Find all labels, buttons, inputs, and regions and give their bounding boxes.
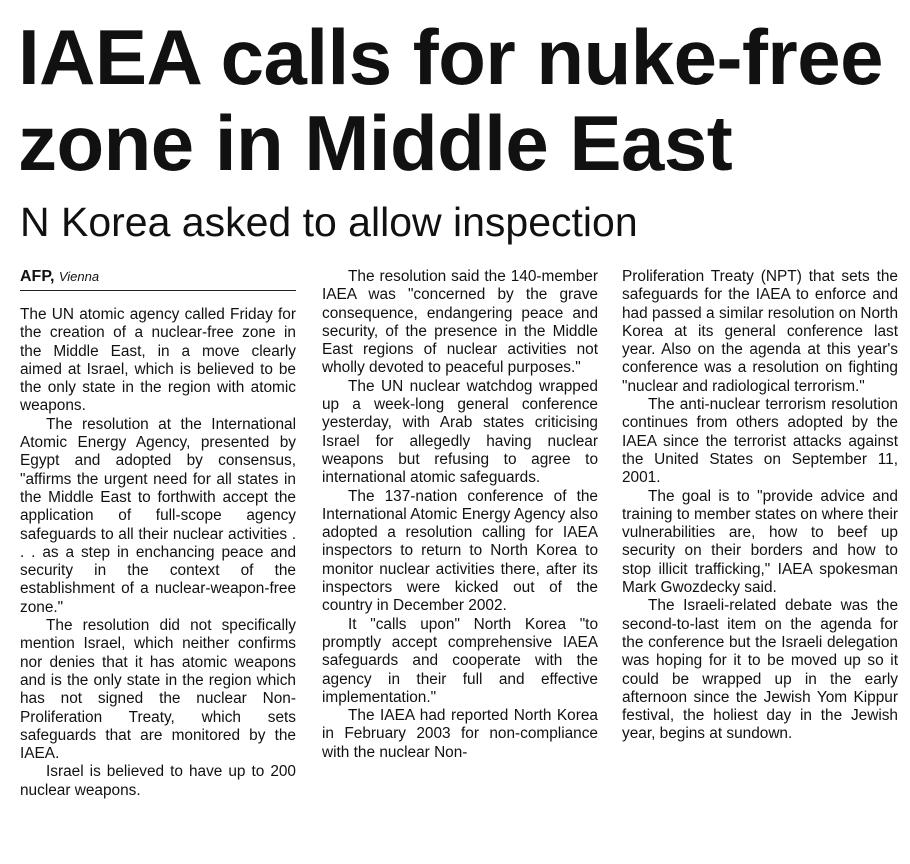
paragraph: The 137-nation conference of the International Atomic Energy Agency also adopted a resolution calling for IAEA inspectors to return to North Korea to monitor nuclear activities there, after its inspectors were kicked out of the country in December 2002. [322,487,598,615]
paragraph: The resolution said the 140-member IAEA was "concerned by the grave consequence, endangering peace and security, of the presence in the Middle East regions of nuclear activities not wholly devoted to peaceful purposes." [322,268,598,377]
paragraph: The IAEA had reported North Korea in February 2003 for non-compliance with the nuclear Non- [322,707,598,761]
subheadline: N Korea asked to allow inspection [20,199,638,245]
paragraph: The Israeli-related debate was the second-to-last item on the agenda for the conference but the Israeli delegation was hoping for it to be moved up so it could be wrapped up in the early afternoon since the Jewish Yom Kippur festival, the holiest day in the Jewish year, begins at sundown. [622,597,898,743]
paragraph: The resolution did not specifically mention Israel, which neither confirms nor denies that it has atomic weapons and is the only state in the region which has not signed the nuclear Non-Proliferation Treaty, which sets safeguards that are monitored by the IAEA. [20,617,296,763]
byline-agency: AFP, [20,268,55,285]
paragraph: The resolution at the International Atomic Energy Agency, presented by Egypt and adopted by consensus, "affirms the urgent need for all states in the Middle East to forthwith accept the application of full-scope agency safeguards to all their nuclear activities . . . as a step in enchancing peace and security in the context of the establishment of a nuclear-weapon-free zone." [20,415,296,616]
paragraph: Proliferation Treaty (NPT) that sets the safeguards for the IAEA to enforce and had passed a similar resolution on North Korea at its general conference last year. Also on the agenda at this year's conference was a resolution on fighting "nuclear and radiological terrorism." [622,268,898,395]
byline-place: Vienna [58,269,100,284]
paragraph: The anti-nuclear terrorism resolution continues from others adopted by the IAEA since the terrorist attacks against the United States on September 11, 2001. [622,396,898,487]
paragraph: The UN atomic agency called Friday for the creation of a nuclear-free zone in the Middle East, in a move clearly aimed at Israel, which is believed to be the only state in the region with atomic weapons. [20,306,296,415]
paragraph: It "calls upon" North Korea "to promptly accept comprehensive IAEA safeguards and cooperate with the agency in their full and effective implementation." [322,615,598,706]
paragraph: The goal is to "provide advice and training to member states on where their vulnerabilities are, how to beef up security on their borders and how to stop illicit trafficking," IAEA spokesman Mark Gwozdecky said. [622,487,898,597]
article-column-1 [20,306,296,800]
headline: IAEA calls for nuke-free zone in Middle East [18,13,884,187]
article-column-2 [322,268,598,762]
paragraph: Israel is believed to have up to 200 nuclear weapons. [20,763,296,799]
paragraph: The UN nuclear watchdog wrapped up a week-long general conference yesterday, with Arab states criticising Israel for allegedly having nuclear weapons but refusing to agree to international atomic safeguards. [322,377,598,487]
byline [20,267,296,291]
article-column-3 [622,268,898,744]
